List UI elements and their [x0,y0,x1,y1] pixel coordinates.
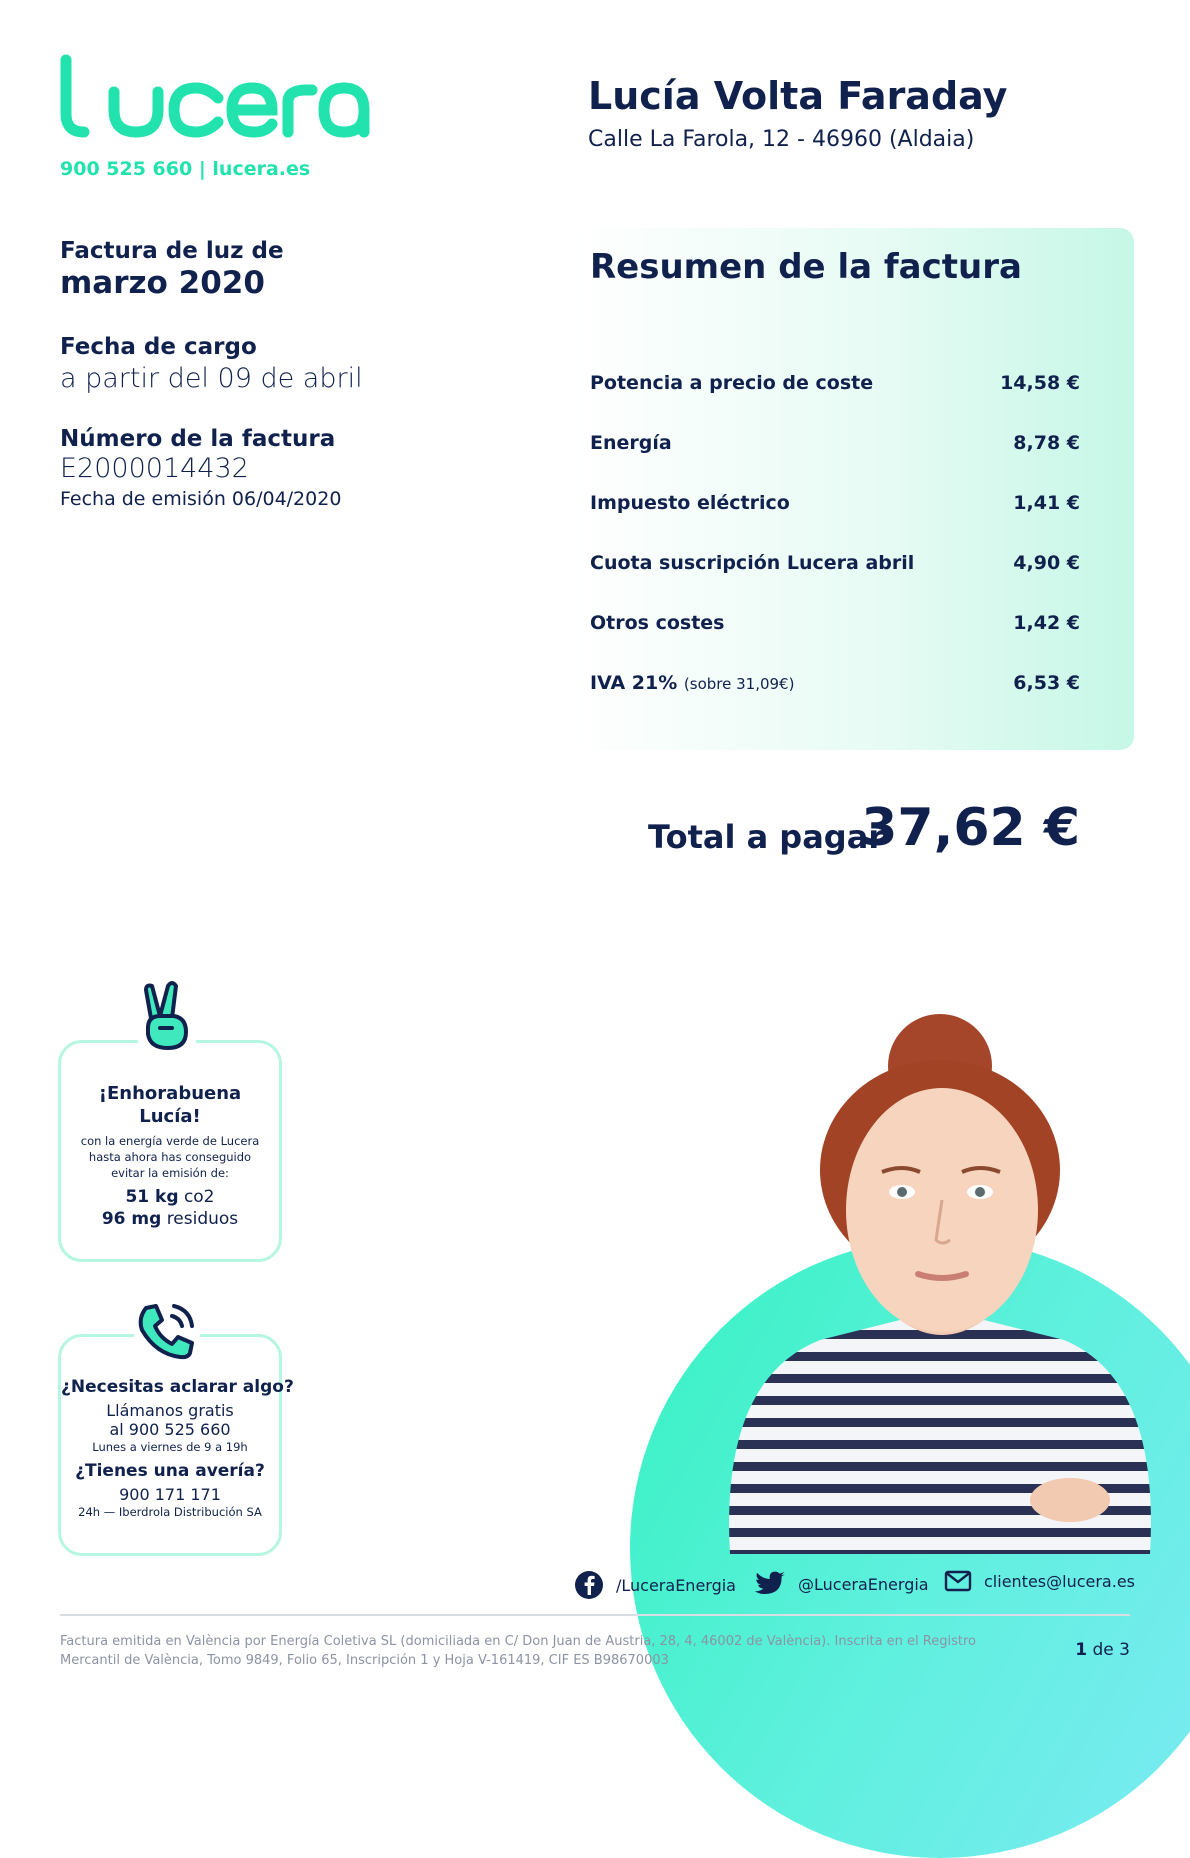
page-current: 1 [1075,1640,1088,1660]
twitter-handle: @LuceraEnergia [798,1574,929,1594]
summary-title: Resumen de la factura [590,247,1022,287]
page-total: de 3 [1092,1640,1130,1660]
congrats-text-2: hasta ahora has conseguido [88,1150,252,1164]
legal-footer: Factura emitida en València por Energía Coletiva SL (domiciliada en C/ Don Juan de Austria, 28, 4, 46002 de València). Inscrita en el Registro Mercantil de València, Tomo 9849, Folio 65, Inscripción 1 y Hoja V-161419, CIF ES B98670003 [60,1634,976,1668]
summary-row-value: 6,53 € [1013,672,1080,694]
summary-row-value: 1,41 € [1013,492,1080,514]
vat-label: IVA 21% [590,672,678,694]
congrats-text-1: con la energía verde de Lucera [80,1134,260,1148]
summary-row-label: Impuesto eléctrico [590,492,790,514]
email-link[interactable] [944,1570,1135,1592]
summary-row-value: 8,78 € [1013,432,1080,454]
twitter-icon [754,1570,786,1598]
email-address: clientes@lucera.es [984,1571,1135,1591]
congrats-title-2: Lucía! [139,1106,201,1127]
brand-phone[interactable]: 900 525 660 [60,158,193,180]
lucera-logo [58,52,378,142]
invoice-type-label: Factura de luz de [60,238,284,264]
invoice-number-label: Número de la factura [60,426,336,452]
help-card [58,1334,294,1556]
fault-phone[interactable]: 900 171 171 [119,1485,221,1504]
waste-saved [61,1209,279,1229]
fault-hours: 24h — Iberdrola Distribución SA [78,1505,262,1519]
invoice-number-value: E2000014432 [60,453,249,484]
fault-question: ¿Tienes una avería? [75,1461,265,1481]
phone-ringing-icon [134,1300,200,1362]
page-number [1075,1640,1130,1660]
mail-icon [944,1570,972,1592]
twitter-link[interactable] [754,1570,929,1598]
summary-row-value: 1,42 € [1013,612,1080,634]
total-label: Total a pagar [648,818,885,856]
charge-date-value: a partir del 09 de abril [60,363,363,394]
co2-amount: 51 kg [125,1187,179,1207]
summary-row-label: Otros costes [590,612,725,634]
summary-row-label: Potencia a precio de coste [590,372,874,394]
brand-contact [60,158,310,180]
facebook-handle: /LuceraEnergia [616,1575,736,1595]
total-value: 37,62 € [861,798,1080,858]
help-hours: Lunes a viernes de 9 a 19h [92,1440,248,1454]
peace-hand-icon [138,980,196,1052]
co2-saved [61,1187,279,1207]
brand-separator: | [198,158,206,180]
customer-name: Lucía Volta Faraday [588,74,1008,118]
co2-unit: co2 [183,1187,215,1207]
invoice-period: marzo 2020 [60,265,265,301]
customer-photo [710,1000,1170,1554]
summary-row-vat [590,672,794,694]
customer-address: Calle La Farola, 12 - 46960 (Aldaia) [588,127,975,152]
congrats-title-1: ¡Enhorabuena [98,1083,242,1104]
congrats-card [58,1040,282,1262]
help-question: ¿Necesitas aclarar algo? [61,1377,294,1397]
charge-date-label: Fecha de cargo [60,334,257,360]
help-call-line-1: Llámanos gratis [106,1401,234,1420]
congrats-text-3: evitar la emisión de: [111,1166,229,1180]
summary-row-value: 14,58 € [1000,372,1080,394]
facebook-icon [574,1570,604,1600]
waste-amount: 96 mg [101,1209,162,1229]
summary-row-label: Energía [590,432,672,454]
summary-row-value: 4,90 € [1013,552,1080,574]
footer-divider [60,1614,1130,1616]
brand-website[interactable]: lucera.es [212,158,311,180]
vat-base-note: (sobre 31,09€) [683,675,795,693]
facebook-link[interactable] [574,1570,736,1600]
help-call-line-2[interactable]: al 900 525 660 [109,1420,231,1439]
issue-date: Fecha de emisión 06/04/2020 [60,488,342,510]
summary-row-label: Cuota suscripción Lucera abril [590,552,915,574]
waste-unit: residuos [166,1209,239,1229]
